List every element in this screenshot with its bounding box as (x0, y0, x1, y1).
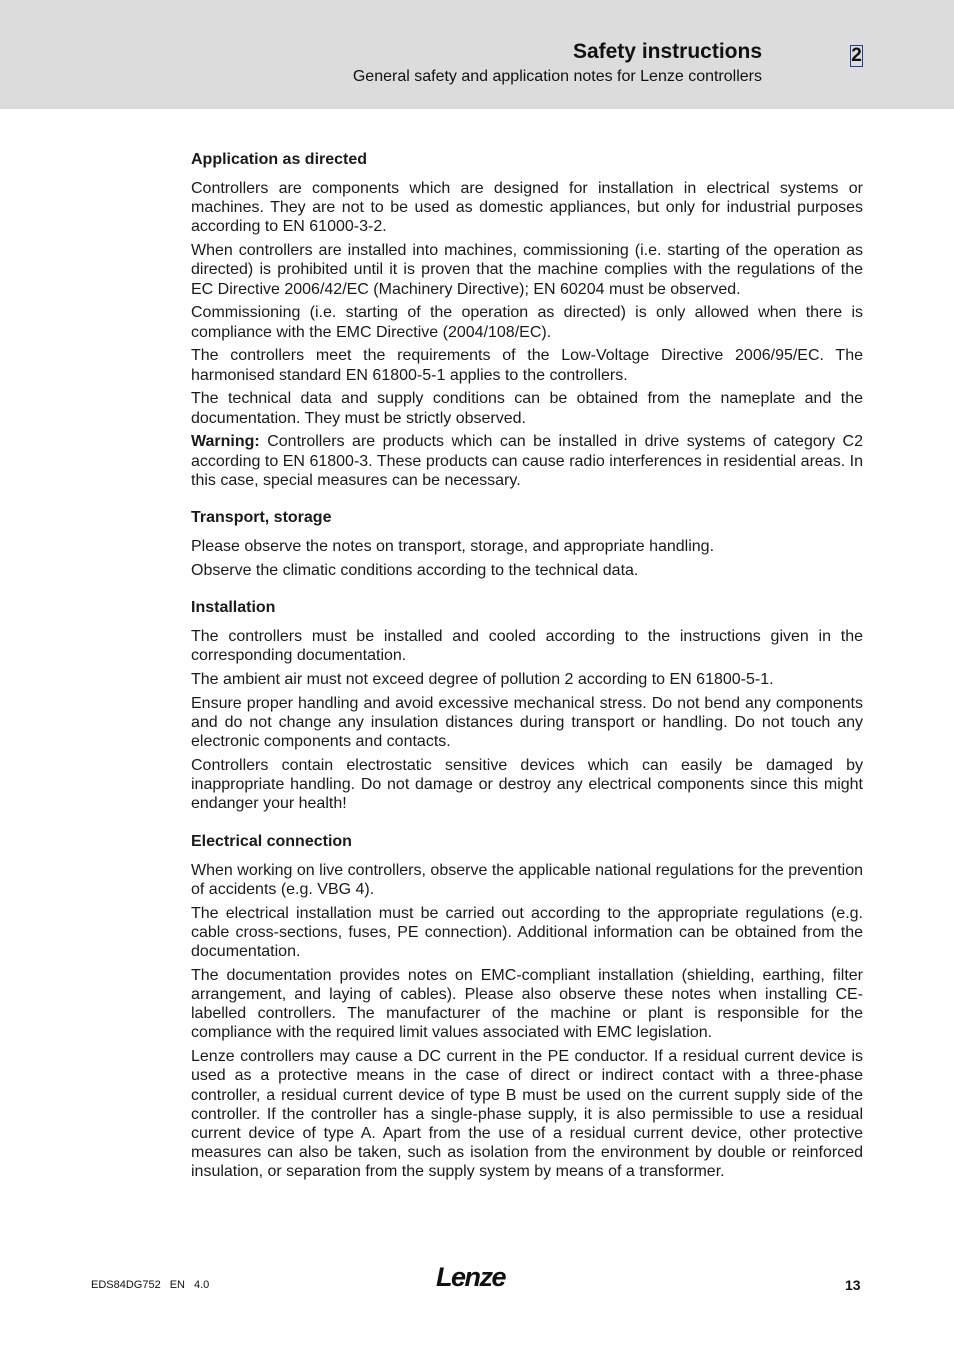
page-title: Safety instructions (572, 40, 762, 63)
paragraph-text: The electrical installation must be carried out according to the appropriate regulations (e.g. cable cross-sections, fuses, PE connection). Additional information can be obtained from the documentation. (191, 904, 863, 961)
paragraph (191, 561, 863, 580)
doc-id: EDS84DG752 (91, 1279, 161, 1291)
paragraph-text: When controllers are installed into machines, commissioning (i.e. starting of the operation as directed) is prohibited until it is proven that the machine complies with the regulations of the EC Directive 2006/42/EC (Machinery Directive); EN 60204 must be observed. (191, 242, 863, 298)
paragraph-text: The controllers meet the requirements of the Low-Voltage Directive 2006/95/EC. The harmonised standard EN 61800-5-1 applies to the controllers. (191, 347, 863, 384)
paragraph-text: Controllers are components which are designed for installation in electrical systems or machines. They are not to be used as domestic appliances, but only for industrial purposes according to EN 61000-3-2. (191, 180, 863, 236)
paragraph (191, 627, 863, 665)
paragraph-text: The ambient air must not exceed degree of pollution 2 according to EN 61800-5-1. (191, 671, 774, 689)
section-heading: Transport, storage (191, 509, 332, 527)
paragraph (191, 670, 863, 689)
section (191, 832, 863, 1182)
paragraph-text: Please observe the notes on transport, storage, and appropriate handling. (191, 538, 715, 556)
doc-version: 4.0 (194, 1279, 210, 1291)
paragraph (191, 303, 863, 341)
paragraph (191, 537, 863, 556)
section-heading: Electrical connection (191, 832, 352, 850)
paragraph-text: Commissioning (i.e. starting of the operation as directed) is only allowed when there is compliance with the EMC Directive (2004/108/EC). (191, 304, 863, 341)
paragraph-text: Controllers are products which can be installed in drive systems of category C2 according to EN 61800-3. These products can cause radio interferences in residential areas. In this case, special measures can be necessary. (191, 433, 863, 489)
paragraph (191, 694, 863, 752)
chapter-number[interactable]: 2 (851, 45, 862, 66)
section (191, 150, 863, 490)
doc-language: EN (169, 1279, 185, 1291)
paragraph-text: The documentation provides notes on EMC-compliant installation (shielding, earthing, filter arrangement, and laying of cables). Please also observe these notes when installing CE-labelled controllers. The manufacturer of the machine or plant is responsible for the compliance with the required limit values associated with EMC legislation. (191, 966, 863, 1042)
paragraph-text: The controllers must be installed and cooled according to the instructions given in the corresponding documentation. (191, 628, 863, 665)
page-number: 13 (845, 1277, 861, 1293)
paragraph (191, 389, 863, 427)
lenze-logo: Lenze (436, 1262, 506, 1292)
paragraph (191, 966, 863, 1043)
paragraph-text: Lenze controllers may cause a DC current in the PE conductor. If a residual current device is used as a protective means in the case of direct or indirect contact with a three-phase controller, a residual current device of type B must be used on the current supply side of the controller. If the controller has a single-phase supply, it is also permissible to use a residual current device of type A. Apart from the use of a residual current device, other protective measures can also be taken, such as isolation from the environment by double or reinforced insulation, or separation from the supply system by means of a transformer. (191, 1048, 863, 1181)
section (191, 598, 863, 814)
section-heading: Installation (191, 599, 276, 617)
section (191, 508, 863, 580)
paragraph-text: Ensure proper handling and avoid excessive mechanical stress. Do not bend any components and do not change any insulation distances during transport or handling. Do not touch any electronic components and contacts. (191, 694, 863, 751)
paragraph (191, 432, 863, 490)
paragraph-text: When working on live controllers, observe the applicable national regulations for the prevention of accidents (e.g. VBG 4). (191, 861, 863, 898)
main-content (191, 150, 863, 1186)
paragraph (191, 756, 863, 814)
paragraph (191, 861, 863, 899)
page-subtitle: General safety and application notes for Lenze controllers (352, 68, 762, 85)
section-heading: Application as directed (191, 151, 368, 168)
paragraph-text: Observe the climatic conditions according to the technical data. (191, 561, 639, 579)
paragraph (191, 1047, 863, 1181)
paragraph-lead: Warning: (191, 433, 260, 451)
paragraph (191, 346, 863, 384)
paragraph (191, 241, 863, 299)
paragraph-text: Controllers contain electrostatic sensitive devices which can easily be damaged by inappropriate handling. Do not damage or destroy any electrical components since this might endanger your health! (191, 757, 863, 813)
paragraph (191, 904, 863, 962)
paragraph-text: The technical data and supply conditions can be obtained from the nameplate and the documentation. They must be strictly observed. (191, 390, 863, 427)
paragraph (191, 179, 863, 237)
footer-document-id (91, 1279, 209, 1291)
header-band (0, 0, 954, 109)
